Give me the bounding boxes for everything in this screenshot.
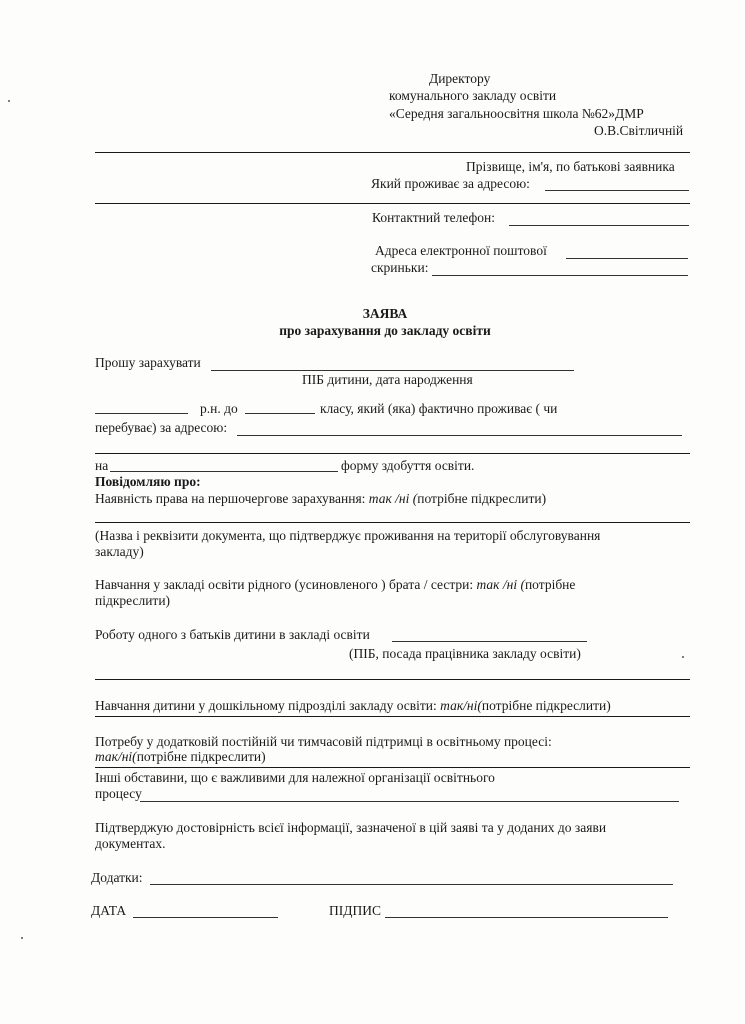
signature-label: ПІДПИС [329,903,381,918]
scan-speck [682,656,684,658]
priority-text: Наявність права на першочергове зарахування: [95,491,366,506]
child-name-caption: ПІБ дитини, дата народження [302,372,473,387]
divider-rule [95,522,690,523]
addressee-line-2: комунального закладу освіти [389,88,557,103]
applicant-name-label: Прізвище, ім'я, по батькові заявника [466,159,675,174]
priority-options[interactable]: так /ні ( [368,491,418,506]
document-details-line-1: (Назва і реквізити документа, що підтверджує проживання на території обслуговування [95,528,601,543]
date-label: ДАТА [91,903,127,918]
preschool-text: Навчання дитини у дошкільному підрозділі закладу освіти: [95,698,437,713]
support-line-1: Потребу у додатковій постійній чи тимчасовій підтримці в освітньому процесі: [95,734,552,749]
class-text: класу, який (яка) фактично проживає ( чи [320,401,558,416]
education-form-underline[interactable] [110,471,338,472]
document-details-line-2: закладу) [95,544,144,559]
birth-year-underline[interactable] [95,413,188,414]
preschool-options[interactable]: так/ні( [440,698,482,713]
priority-enrollment-line [95,491,546,507]
applicant-address-label: Який проживає за адресою: [371,176,530,191]
preschool-hint: потрібне підкреслити) [481,698,611,713]
request-label: Прошу зарахувати [95,355,201,370]
other-circumstances-line-1: Інші обставини, що є важливими для належної організації освітнього [95,770,495,785]
phone-underline[interactable] [509,225,689,226]
email-label-line-2: скриньки: [371,260,429,275]
stays-address-underline[interactable] [237,435,682,436]
other-circumstances-underline[interactable] [140,801,679,802]
scan-speck [8,100,10,102]
document-title: ЗАЯВА [362,306,408,321]
sibling-hint: потрібне [524,577,576,592]
signature-underline[interactable] [385,917,668,918]
attachments-label: Додатки: [91,870,143,885]
parent-work-text: Роботу одного з батьків дитини в закладі освіти [95,627,370,642]
priority-hint: потрібне підкреслити) [417,491,547,506]
na-label: на [95,458,109,473]
sibling-line-1 [95,577,575,593]
email-label-line-1: Адреса електронної поштової [375,243,547,258]
divider-rule [95,152,690,153]
addressee-line-1: Директору [429,71,491,86]
phone-label: Контактний телефон: [372,210,495,225]
parent-work-caption: (ПІБ, посада працівника закладу освіти) [349,646,581,661]
sibling-text: Навчання у закладі освіти рідного (усиновленого ) брата / сестри: [95,577,474,592]
birth-year-label: р.н. до [200,401,238,416]
divider-rule [95,679,690,680]
confirmation-line-2: документах. [95,836,166,851]
divider-rule [95,716,690,717]
attachments-underline[interactable] [150,884,673,885]
support-line-2 [95,749,266,765]
divider-rule [95,453,690,454]
support-hint: потрібне підкреслити) [136,749,266,764]
scan-speck [21,937,23,939]
email-underline-2[interactable] [432,275,688,276]
document-subtitle: про зарахування до закладу освіти [279,323,491,338]
other-circumstances-line-2: процесу [95,786,142,801]
date-underline[interactable] [133,917,278,918]
divider-rule [95,203,690,204]
notify-label: Повідомляю про: [95,474,201,489]
sibling-options[interactable]: так /ні ( [476,577,525,592]
education-form-text: форму здобуття освіти. [341,458,475,473]
divider-rule [95,767,690,768]
confirmation-line-1: Підтверджую достовірність всієї інформації, зазначеної в цій заяві та у доданих до заяви [95,820,607,835]
address-underline[interactable] [545,190,689,191]
addressee-line-3: «Середня загальноосвітня школа №62»ДМР [389,106,644,121]
support-options[interactable]: так/ні( [95,749,137,764]
preschool-line [95,698,611,714]
class-underline[interactable] [245,413,315,414]
email-underline-1[interactable] [566,258,688,259]
stays-label: перебуває) за адресою: [95,420,228,435]
sibling-line-2: підкреслити) [95,593,171,608]
addressee-line-4: О.В.Світличній [594,123,684,138]
parent-work-underline[interactable] [392,641,587,642]
child-name-underline[interactable] [211,370,574,371]
